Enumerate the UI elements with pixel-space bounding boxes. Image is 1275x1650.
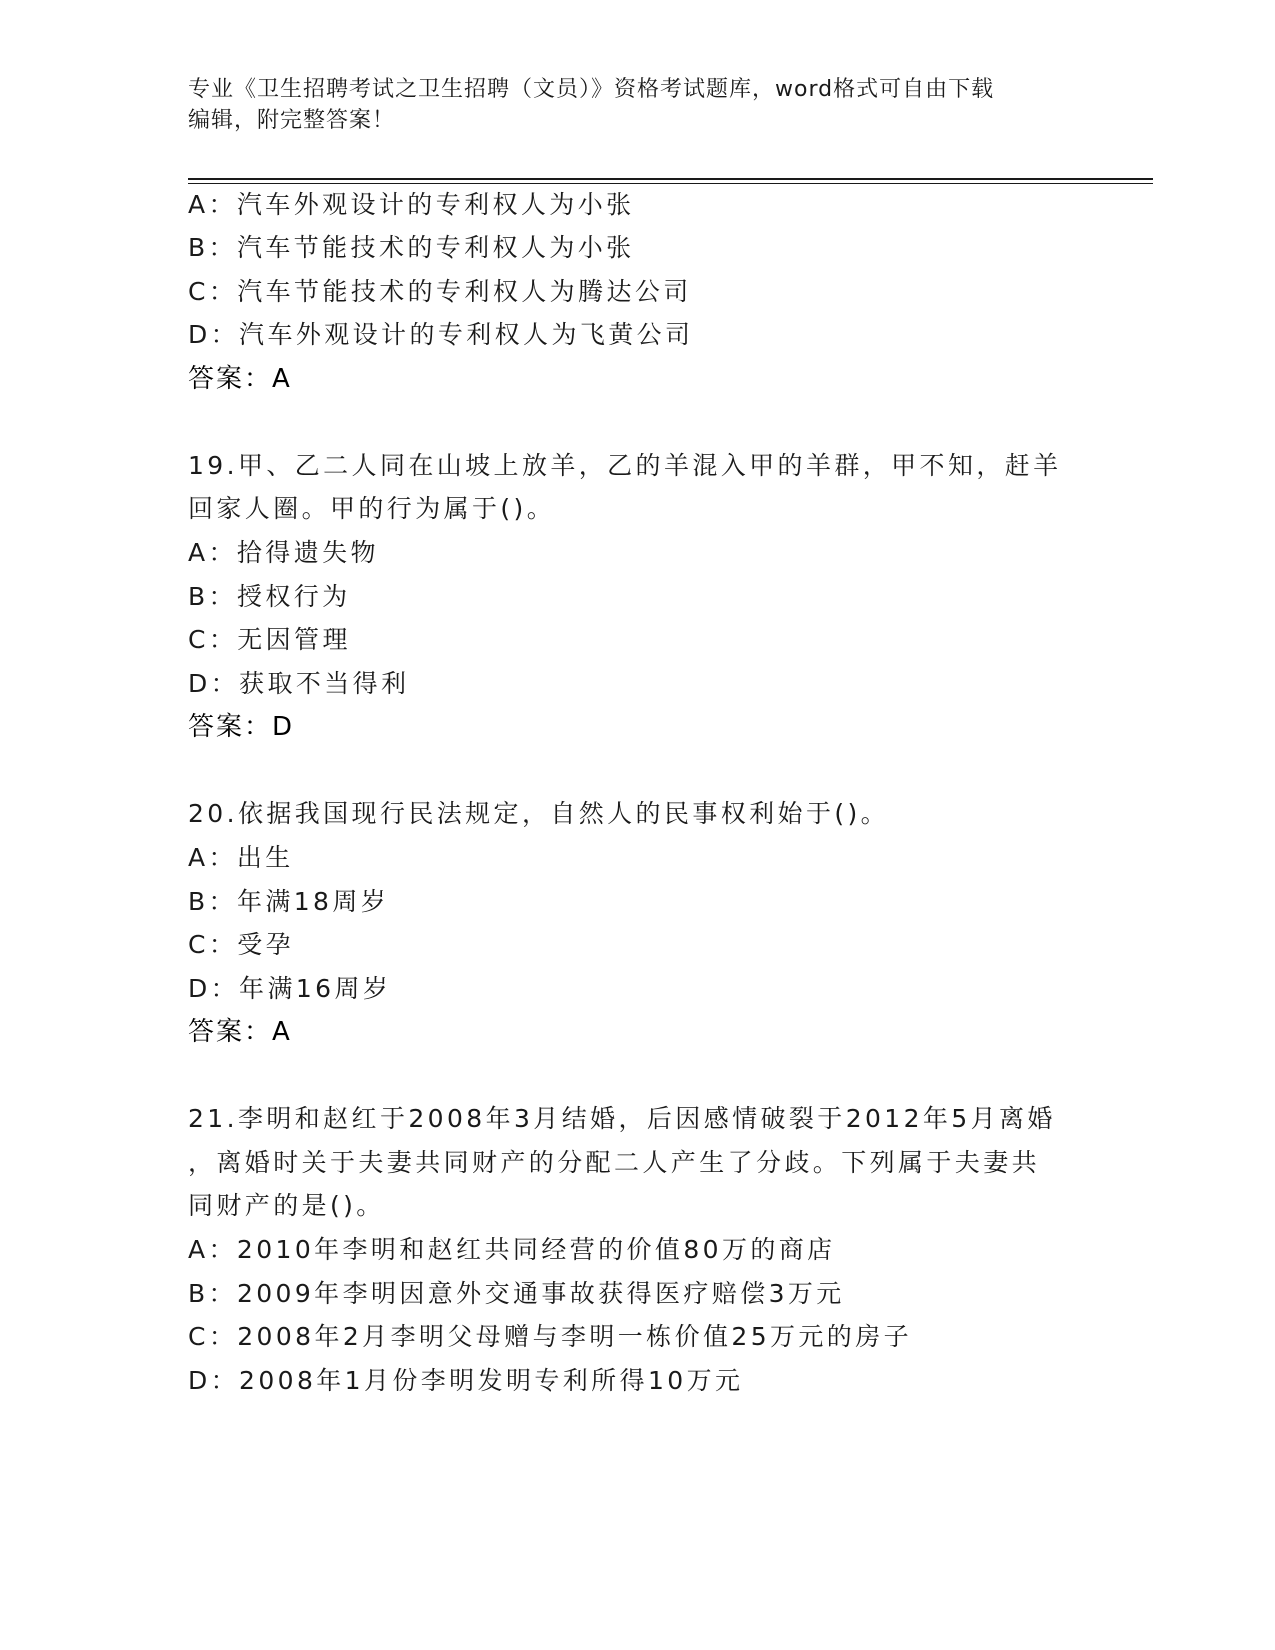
q21-option-b: B：2009年李明因意外交通事故获得医疗赔偿3万元 [188, 1279, 845, 1308]
header-divider-thin [188, 183, 1153, 184]
q21-option-c: C：2008年2月李明父母赠与李明一栋价值25万元的房子 [188, 1322, 912, 1351]
q19-stem-line-1: 19.甲、乙二人同在山坡上放羊，乙的羊混入甲的羊群，甲不知，赶羊 [188, 451, 1062, 480]
q20-stem-line-1: 20.依据我国现行民法规定，自然人的民事权利始于()。 [188, 799, 890, 828]
q21-stem-line-2: ，离婚时关于夫妻共同财产的分配二人产生了分歧。下列属于夫妻共 [188, 1148, 1041, 1177]
q19-option-d: D：获取不当得利 [188, 669, 410, 698]
q20-answer: 答案：A [188, 1017, 292, 1047]
q19-option-c: C：无因管理 [188, 625, 351, 654]
q20-option-a: A：出生 [188, 843, 294, 872]
q21-option-a: A：2010年李明和赵红共同经营的价值80万的商店 [188, 1235, 836, 1264]
header-line-2: 编辑，附完整答案！ [188, 108, 396, 133]
q18-option-d: D：汽车外观设计的专利权人为飞黄公司 [188, 320, 694, 349]
q21-stem-line-3: 同财产的是()。 [188, 1191, 385, 1220]
q19-answer: 答案：D [188, 712, 295, 742]
q20-option-c: C：受孕 [188, 930, 295, 959]
q20-option-b: B：年满18周岁 [188, 887, 390, 916]
document-header [188, 74, 1068, 136]
q21-stem-line-1: 21.李明和赵红于2008年3月结婚，后因感情破裂于2012年5月离婚 [188, 1104, 1056, 1133]
q19-stem-line-2: 回家人圈。甲的行为属于()。 [188, 494, 556, 523]
q20-option-d: D：年满16周岁 [188, 974, 392, 1003]
q18-answer: 答案：A [188, 364, 292, 394]
q19-option-b: B：授权行为 [188, 582, 351, 611]
header-divider-thick [188, 178, 1153, 180]
q19-option-a: A：拾得遗失物 [188, 538, 379, 567]
q21-option-d: D：2008年1月份李明发明专利所得10万元 [188, 1366, 744, 1395]
header-line-1: 专业《卫生招聘考试之卫生招聘（文员）》资格考试题库，word格式可自由下载 [188, 77, 995, 102]
q18-option-c: C：汽车节能技术的专利权人为腾达公司 [188, 277, 692, 306]
q18-option-a: A：汽车外观设计的专利权人为小张 [188, 190, 635, 219]
q18-option-b: B：汽车节能技术的专利权人为小张 [188, 233, 635, 262]
